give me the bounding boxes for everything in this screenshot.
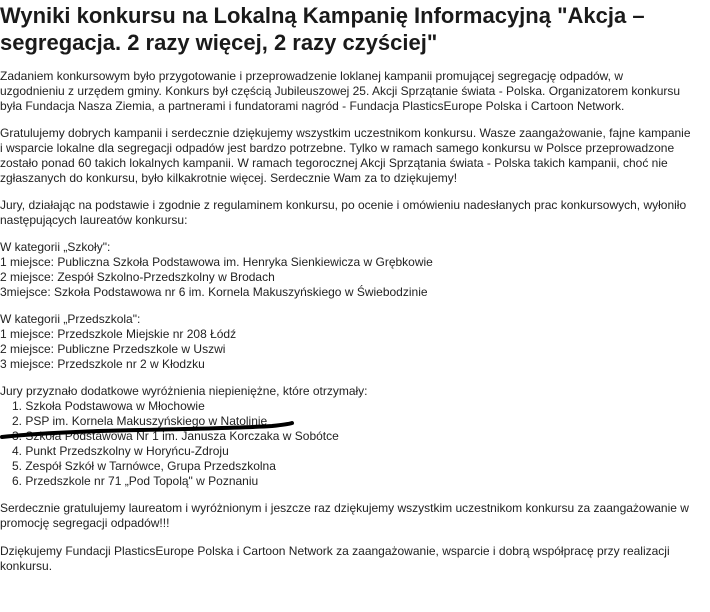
title-line: Wyniki konkursu na Lokalną Kampanię Informacyjną "Akcja – [0,3,645,28]
list-item: 2. PSP im. Kornela Makuszyńskiego w Natolinie [12,414,268,428]
text-line: Zadaniem konkursowym było przygotowanie i przeprowadzenie loklanej kampanii promującej segregację odpadów, w [0,69,623,83]
title-line: segregacja. 2 razy więcej, 2 razy czyściej" [0,30,438,55]
list-item: 1. Szkoła Podstawowa w Młochowie [12,399,205,413]
text-line: zgłaszanych do konkursu, było kilkakrotnie więcej. Serdecznie Wam za to dziękujemy! [0,171,458,185]
honorable-intro [0,384,706,399]
place-entry: 2 miejsce: Publiczne Przedszkole w Uszwi [0,342,226,356]
honorable-mentions-list [0,399,339,489]
list-item: 5. Zespół Szkół w Tarnówce, Grupa Przedszkolna [12,459,276,473]
congrats-paragraph [0,126,706,186]
category-heading: W kategorii „Szkoły": [0,240,111,254]
text-line: Jury, działając na podstawie i zgodnie z regulaminem konkursu, po ocenie i omówieniu nadesłanych prac konkursowych, wyłoniło [0,198,687,212]
text-line: była Fundacja Nasza Ziemia, a partnerami i fundatorami nagród - Fundacja PlasticsEurope Polska i Cartoon Network. [0,99,625,113]
closing-paragraph [0,501,706,531]
text-line: Gratulujemy dobrych kampanii i serdecznie dziękujemy wszystkim uczestnikom konkursu. Wasze zaangażowanie, fajne kampanie [0,126,691,140]
text-line: i wsparcie lokalne dla segregacji odpadów jest bardzo potrzebne. Tylko w ramach samego konkursu w Polsce przeprowadzone [0,141,675,155]
intro-paragraph [0,69,706,114]
text-line: Dziękujemy Fundacji PlasticsEurope Polska i Cartoon Network za zaangażowanie, wsparcie i dobrą współpracę przy realizacji [0,544,670,558]
preschools-category [0,312,706,372]
place-entry: 1 miejsce: Przedszkole Miejskie nr 208 Łódź [0,327,237,341]
list-item: 4. Punkt Przedszkolny w Horyńcu-Zdroju [12,444,229,458]
jury-paragraph [0,198,706,228]
place-entry: 2 miejsce: Zespół Szkolno-Przedszkolny w Brodach [0,270,275,284]
page-title [0,2,706,56]
list-item: 3. Szkoła Podstawowa Nr 1 im. Janusza Korczaka w Sobótce [12,429,339,443]
text-line: następujących laureatów konkursu: [0,213,188,227]
text-line: Serdecznie gratulujemy laureatom i wyróżnionym i jeszcze raz dziękujemy wszystkim uczestnikom konkursu za zaangażowanie w [0,501,689,515]
text-line: uzgodnieniu z urzędem gminy. Konkurs był częścią Jubileuszowej 25. Akcji Sprzątanie świata - Polska. Organizatorem konkursu [0,84,681,98]
place-entry: 3miejsce: Szkoła Podstawowa nr 6 im. Kornela Makuszyńskiego w Świebodzinie [0,285,428,299]
place-entry: 1 miejsce: Publiczna Szkoła Podstawowa im. Henryka Sienkiewicza w Grębkowie [0,255,433,269]
text-line: zostało ponad 60 takich lokalnych kampanii. W ramach tegorocznej Akcji Sprzątania świata - Polska takich kampanii, choć nie [0,156,668,170]
text-line: promocję segregacji odpadów!!! [0,516,170,530]
schools-category [0,240,706,300]
thanks-paragraph [0,544,706,574]
text-line: Jury przyznało dodatkowe wyróżnienia niepieniężne, które otrzymały: [0,384,368,398]
place-entry: 3 miejsce: Przedszkole nr 2 w Kłodzku [0,357,205,371]
text-line: konkursu. [0,559,53,573]
category-heading: W kategorii „Przedszkola": [0,312,141,326]
list-item: 6. Przedszkole nr 71 „Pod Topolą" w Poznaniu [12,474,259,488]
